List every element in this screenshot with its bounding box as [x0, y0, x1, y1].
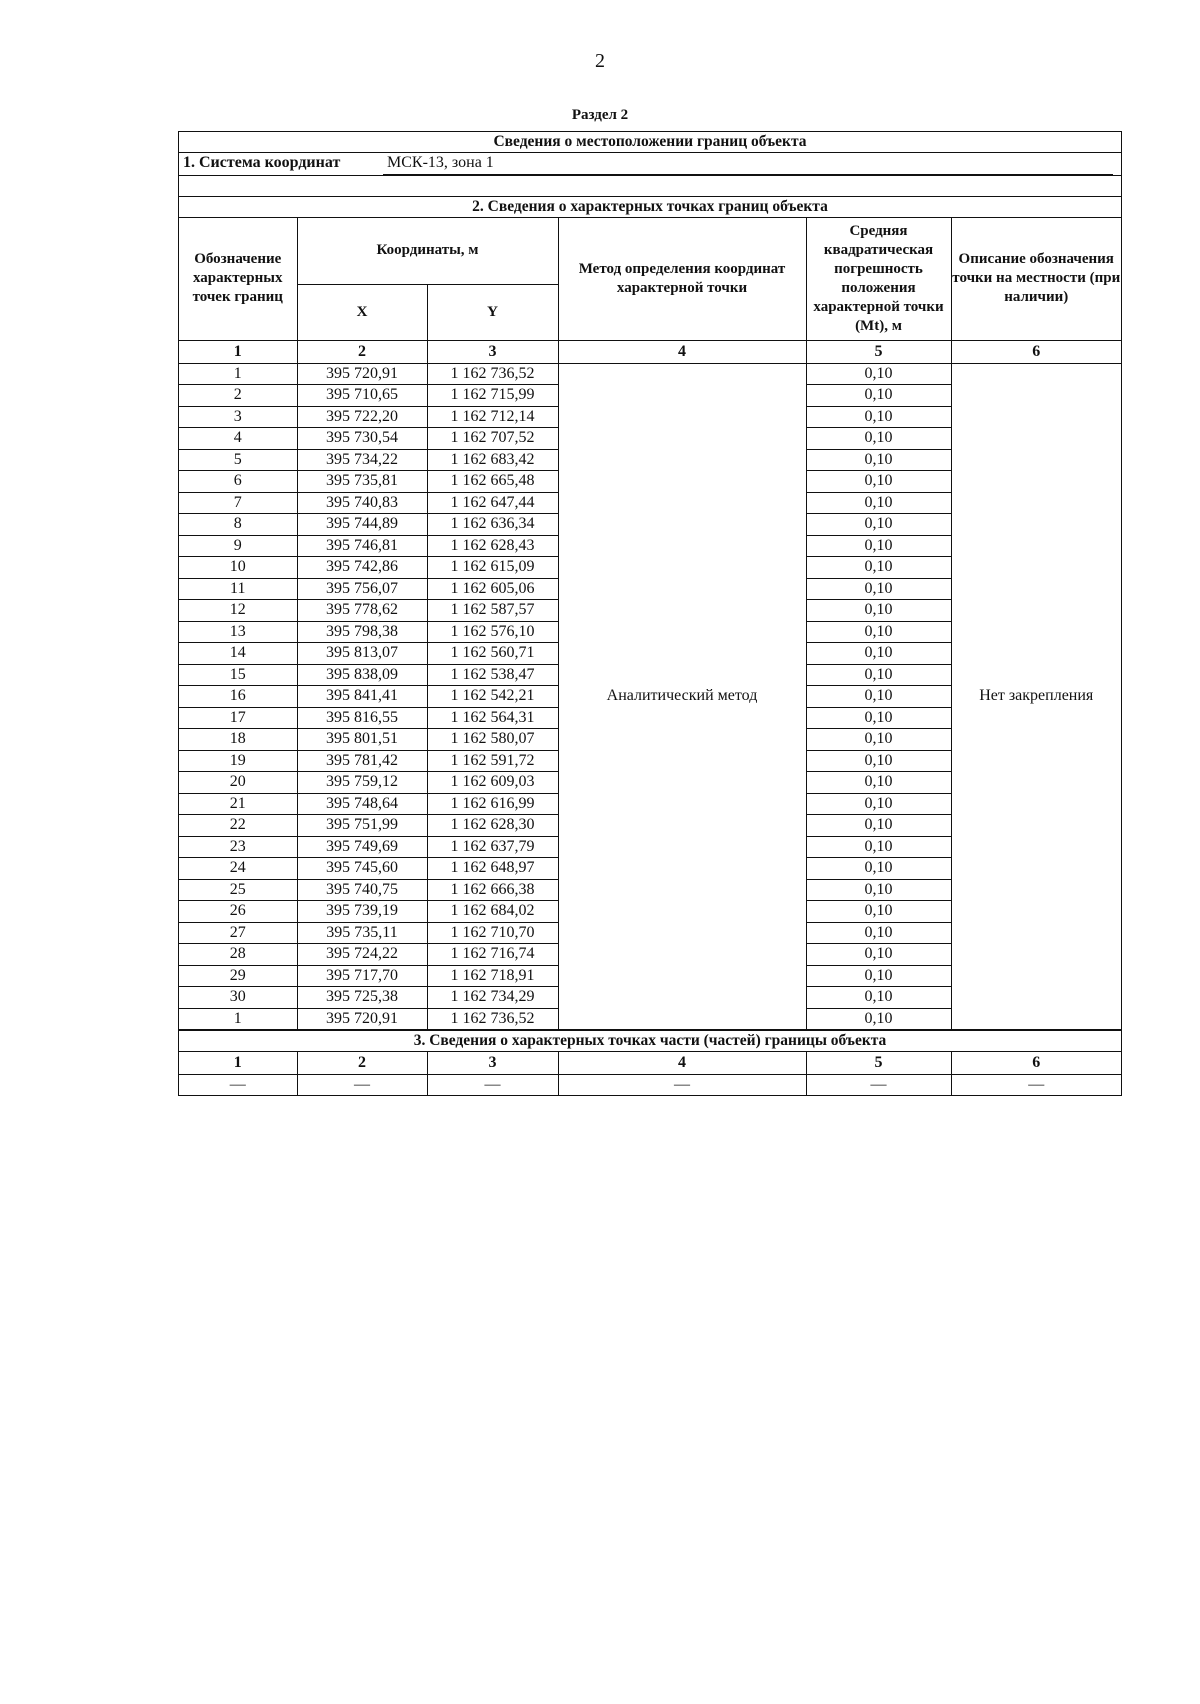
x-coordinate-cell: 395 841,41 [297, 686, 427, 708]
point-number-cell: 7 [179, 492, 297, 514]
header-y: Y [427, 284, 558, 340]
error-cell: 0,10 [806, 901, 951, 923]
error-cell: 0,10 [806, 707, 951, 729]
y-coordinate-cell: 1 162 710,70 [427, 922, 558, 944]
section3-title: 3. Сведения о характерных точках части (частей) границы объекта [179, 1030, 1121, 1052]
y-coordinate-cell: 1 162 712,14 [427, 406, 558, 428]
error-cell: 0,10 [806, 879, 951, 901]
error-cell: 0,10 [806, 836, 951, 858]
point-number-cell: 3 [179, 406, 297, 428]
error-cell: 0,10 [806, 643, 951, 665]
error-cell: 0,10 [806, 621, 951, 643]
point-number-cell: 24 [179, 858, 297, 880]
coordinate-system-underline [383, 174, 1113, 175]
point-number-cell: 4 [179, 428, 297, 450]
y-coordinate-cell: 1 162 628,30 [427, 815, 558, 837]
point-number-cell: 9 [179, 535, 297, 557]
error-cell: 0,10 [806, 363, 951, 385]
blank-row [179, 176, 1121, 197]
point-number-cell: 18 [179, 729, 297, 751]
y-coordinate-cell: 1 162 576,10 [427, 621, 558, 643]
point-number-cell: 1 [179, 1008, 297, 1030]
empty-cell: — [558, 1075, 806, 1096]
error-cell: 0,10 [806, 471, 951, 493]
y-coordinate-cell: 1 162 560,71 [427, 643, 558, 665]
column-number: 4 [558, 1052, 806, 1075]
x-coordinate-cell: 395 725,38 [297, 987, 427, 1009]
error-cell: 0,10 [806, 965, 951, 987]
error-cell: 0,10 [806, 922, 951, 944]
error-cell: 0,10 [806, 772, 951, 794]
point-number-cell: 13 [179, 621, 297, 643]
parts-table [179, 1052, 1121, 1095]
point-number-cell: 17 [179, 707, 297, 729]
x-coordinate-cell: 395 739,19 [297, 901, 427, 923]
point-number-cell: 25 [179, 879, 297, 901]
y-coordinate-cell: 1 162 628,43 [427, 535, 558, 557]
x-coordinate-cell: 395 730,54 [297, 428, 427, 450]
y-coordinate-cell: 1 162 715,99 [427, 385, 558, 407]
x-coordinate-cell: 395 838,09 [297, 664, 427, 686]
point-number-cell: 11 [179, 578, 297, 600]
x-coordinate-cell: 395 724,22 [297, 944, 427, 966]
x-coordinate-cell: 395 742,86 [297, 557, 427, 579]
method-cell: Аналитический метод [558, 363, 806, 1030]
y-coordinate-cell: 1 162 587,57 [427, 600, 558, 622]
x-coordinate-cell: 395 720,91 [297, 1008, 427, 1030]
y-coordinate-cell: 1 162 736,52 [427, 1008, 558, 1030]
point-number-cell: 22 [179, 815, 297, 837]
form-header-title: Сведения о местоположении границ объекта [179, 132, 1121, 153]
point-number-cell: 10 [179, 557, 297, 579]
header-point: Обозначение характерных точек границ [179, 218, 297, 340]
y-coordinate-cell: 1 162 580,07 [427, 729, 558, 751]
description-cell: Нет закрепления [951, 363, 1121, 1030]
point-number-cell: 1 [179, 363, 297, 385]
x-coordinate-cell: 395 720,91 [297, 363, 427, 385]
column-number: 5 [806, 340, 951, 363]
y-coordinate-cell: 1 162 647,44 [427, 492, 558, 514]
error-cell: 0,10 [806, 793, 951, 815]
y-coordinate-cell: 1 162 666,38 [427, 879, 558, 901]
empty-cell: — [179, 1075, 297, 1096]
error-cell: 0,10 [806, 557, 951, 579]
error-cell: 0,10 [806, 1008, 951, 1030]
section-title: Раздел 2 [571, 107, 629, 123]
point-number-cell: 16 [179, 686, 297, 708]
column-number: 6 [951, 340, 1121, 363]
empty-cell: — [951, 1075, 1121, 1096]
error-cell: 0,10 [806, 686, 951, 708]
error-cell: 0,10 [806, 428, 951, 450]
header-method: Метод определения координат характерной точки [558, 218, 806, 340]
point-number-cell: 12 [179, 600, 297, 622]
header-x: X [297, 284, 427, 340]
y-coordinate-cell: 1 162 636,34 [427, 514, 558, 536]
y-coordinate-cell: 1 162 665,48 [427, 471, 558, 493]
empty-cell: — [427, 1075, 558, 1096]
y-coordinate-cell: 1 162 734,29 [427, 987, 558, 1009]
error-cell: 0,10 [806, 729, 951, 751]
point-number-cell: 21 [179, 793, 297, 815]
y-coordinate-cell: 1 162 609,03 [427, 772, 558, 794]
error-cell: 0,10 [806, 858, 951, 880]
x-coordinate-cell: 395 778,62 [297, 600, 427, 622]
y-coordinate-cell: 1 162 684,02 [427, 901, 558, 923]
point-number-cell: 29 [179, 965, 297, 987]
y-coordinate-cell: 1 162 538,47 [427, 664, 558, 686]
column-number: 5 [806, 1052, 951, 1075]
x-coordinate-cell: 395 735,11 [297, 922, 427, 944]
x-coordinate-cell: 395 816,55 [297, 707, 427, 729]
x-coordinate-cell: 395 781,42 [297, 750, 427, 772]
column-number: 2 [297, 1052, 427, 1075]
y-coordinate-cell: 1 162 542,21 [427, 686, 558, 708]
y-coordinate-cell: 1 162 564,31 [427, 707, 558, 729]
point-number-cell: 30 [179, 987, 297, 1009]
error-cell: 0,10 [806, 944, 951, 966]
point-number-cell: 26 [179, 901, 297, 923]
x-coordinate-cell: 395 740,75 [297, 879, 427, 901]
point-number-cell: 28 [179, 944, 297, 966]
y-coordinate-cell: 1 162 615,09 [427, 557, 558, 579]
header-description: Описание обозначения точки на местности (при наличии) [951, 218, 1121, 340]
x-coordinate-cell: 395 756,07 [297, 578, 427, 600]
error-cell: 0,10 [806, 815, 951, 837]
point-number-cell: 8 [179, 514, 297, 536]
point-number-cell: 15 [179, 664, 297, 686]
x-coordinate-cell: 395 740,83 [297, 492, 427, 514]
parts-empty-row [179, 1075, 1121, 1096]
header-error: Средняя квадратическая погрешность положения характерной точки (Mt), м [806, 218, 951, 340]
column-number: 2 [297, 340, 427, 363]
point-number-cell: 6 [179, 471, 297, 493]
y-coordinate-cell: 1 162 605,06 [427, 578, 558, 600]
error-cell: 0,10 [806, 492, 951, 514]
x-coordinate-cell: 395 751,99 [297, 815, 427, 837]
x-coordinate-cell: 395 722,20 [297, 406, 427, 428]
error-cell: 0,10 [806, 664, 951, 686]
point-number-cell: 27 [179, 922, 297, 944]
column-number: 1 [179, 1052, 297, 1075]
section2-title: 2. Сведения о характерных точках границ объекта [179, 197, 1121, 218]
error-cell: 0,10 [806, 987, 951, 1009]
header-coordinates: Координаты, м [297, 218, 558, 284]
error-cell: 0,10 [806, 578, 951, 600]
x-coordinate-cell: 395 746,81 [297, 535, 427, 557]
y-coordinate-cell: 1 162 716,74 [427, 944, 558, 966]
error-cell: 0,10 [806, 385, 951, 407]
column-number: 4 [558, 340, 806, 363]
coordinate-system-row [179, 153, 1121, 176]
y-coordinate-cell: 1 162 637,79 [427, 836, 558, 858]
y-coordinate-cell: 1 162 683,42 [427, 449, 558, 471]
point-number-cell: 20 [179, 772, 297, 794]
error-cell: 0,10 [806, 535, 951, 557]
x-coordinate-cell: 395 748,64 [297, 793, 427, 815]
x-coordinate-cell: 395 735,81 [297, 471, 427, 493]
empty-cell: — [806, 1075, 951, 1096]
y-coordinate-cell: 1 162 707,52 [427, 428, 558, 450]
x-coordinate-cell: 395 801,51 [297, 729, 427, 751]
error-cell: 0,10 [806, 449, 951, 471]
y-coordinate-cell: 1 162 718,91 [427, 965, 558, 987]
parts-column-number-row [179, 1052, 1121, 1075]
coordinate-system-value: МСК-13, зона 1 [387, 154, 494, 171]
boundary-info-form [178, 131, 1122, 1096]
empty-cell: — [297, 1075, 427, 1096]
x-coordinate-cell: 395 745,60 [297, 858, 427, 880]
point-number-cell: 14 [179, 643, 297, 665]
error-cell: 0,10 [806, 514, 951, 536]
x-coordinate-cell: 395 717,70 [297, 965, 427, 987]
error-cell: 0,10 [806, 750, 951, 772]
x-coordinate-cell: 395 813,07 [297, 643, 427, 665]
x-coordinate-cell: 395 798,38 [297, 621, 427, 643]
column-number: 1 [179, 340, 297, 363]
y-coordinate-cell: 1 162 648,97 [427, 858, 558, 880]
x-coordinate-cell: 395 710,65 [297, 385, 427, 407]
x-coordinate-cell: 395 744,89 [297, 514, 427, 536]
point-number-cell: 23 [179, 836, 297, 858]
point-number-cell: 5 [179, 449, 297, 471]
column-number-row [179, 340, 1121, 363]
y-coordinate-cell: 1 162 736,52 [427, 363, 558, 385]
y-coordinate-cell: 1 162 591,72 [427, 750, 558, 772]
column-number: 3 [427, 1052, 558, 1075]
x-coordinate-cell: 395 749,69 [297, 836, 427, 858]
point-number-cell: 19 [179, 750, 297, 772]
column-number: 3 [427, 340, 558, 363]
coordinate-system-label: 1. Система координат [183, 154, 341, 171]
error-cell: 0,10 [806, 600, 951, 622]
x-coordinate-cell: 395 759,12 [297, 772, 427, 794]
table-row [179, 363, 1121, 385]
point-number-cell: 2 [179, 385, 297, 407]
column-number: 6 [951, 1052, 1121, 1075]
points-table [179, 218, 1121, 1030]
error-cell: 0,10 [806, 406, 951, 428]
x-coordinate-cell: 395 734,22 [297, 449, 427, 471]
y-coordinate-cell: 1 162 616,99 [427, 793, 558, 815]
page-number: 2 [595, 50, 605, 72]
